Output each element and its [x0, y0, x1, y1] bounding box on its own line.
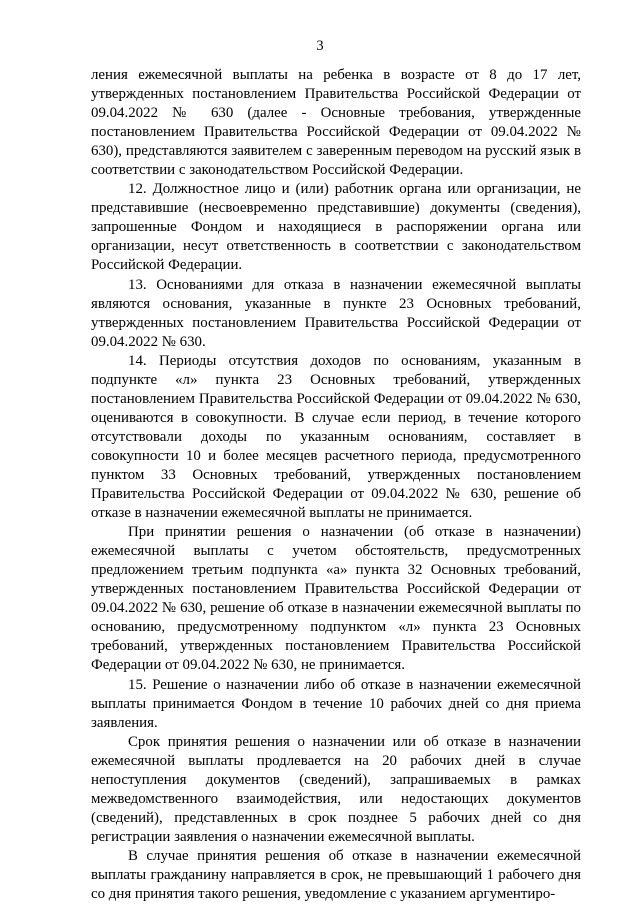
paragraph-15: 15. Решение о назначении либо об отказе в назначении ежемесячной выплаты принимается Фондом в течение 10 рабочих дней со дня приема заявления. [91, 676, 581, 731]
document-body [91, 66, 581, 904]
paragraph-14: 14. Периоды отсутствия доходов по основаниям, указанным в подпункте «л» пункта 23 Основных требований, утвержденных постановлением Правительства Российской Федерации от 09.04.2022 № 630, оцениваются в совокупности. В случае если период, в течение которого отсутствовали доходы по указанным основаниям, составляет в совокупности 10 и более месяцев расчетного периода, предусмотренного пунктом 33 Основных требований, утвержденных постановлением Правительства Российской Федерации от 09.04.2022 № 630, решение об отказе в назначении ежемесячной выплаты не принимается. [91, 352, 581, 522]
paragraph-15-refusal-notice: В случае принятия решения об отказе в назначении ежемесячной выплаты гражданину направляется в срок, не превышающий 1 рабочего дня со дня принятия такого решения, уведомление с указанием аргументиро- [91, 847, 581, 903]
paragraph-continuation: ления ежемесячной выплаты на ребенка в возрасте от 8 до 17 лет, утвержденных постановлением Правительства Российской Федерации от 09.04.2022 № 630 (далее - Основные требования, утвержденные постановлением Правительства Российской Федерации от 09.04.2022 № 630), представляются заявителем с заверенным переводом на русский язык в соответствии с законодательством Российской Федерации. [91, 67, 581, 179]
page-number: 3 [316, 38, 324, 54]
paragraph-14-continued: При принятии решения о назначении (об отказе в назначении) ежемесячной выплаты с учетом обстоятельств, предусмотренных предложением третьим подпункта «а» пункта 32 Основных требований, утвержденных постановлением Правительства Российской Федерации от 09.04.2022 № 630, решение об отказе в назначении ежемесячной выплаты по основанию, предусмотренному подпунктом «л» пункта 23 Основных требований, утвержденных постановлением Правительства Российской Федерации от 09.04.2022 № 630, не принимается. [91, 524, 581, 674]
paragraph-13: 13. Основаниями для отказа в назначении ежемесячной выплаты являются основания, указанные в пункте 23 Основных требований, утвержденных постановлением Правительства Российской Федерации от 09.04.2022 № 630. [91, 276, 581, 350]
paragraph-12: 12. Должностное лицо и (или) работник органа или организации, не представившие (несвоевременно представившие) документы (сведения), запрошенные Фондом и находящиеся в распоряжении органа или организации, несут ответственность в соответствии с законодательством Российской Федерации. [91, 181, 581, 274]
paragraph-15-term-extension: Срок принятия решения о назначении или об отказе в назначении ежемесячной выплаты продлевается на 20 рабочих дней в случае непоступления документов (сведений), запрашиваемых в рамках межведомственного взаимодействия, или недостающих документов (сведений), представленных в срок позднее 5 рабочих дней со дня регистрации заявления о назначении ежемесячной выплаты. [91, 733, 581, 845]
